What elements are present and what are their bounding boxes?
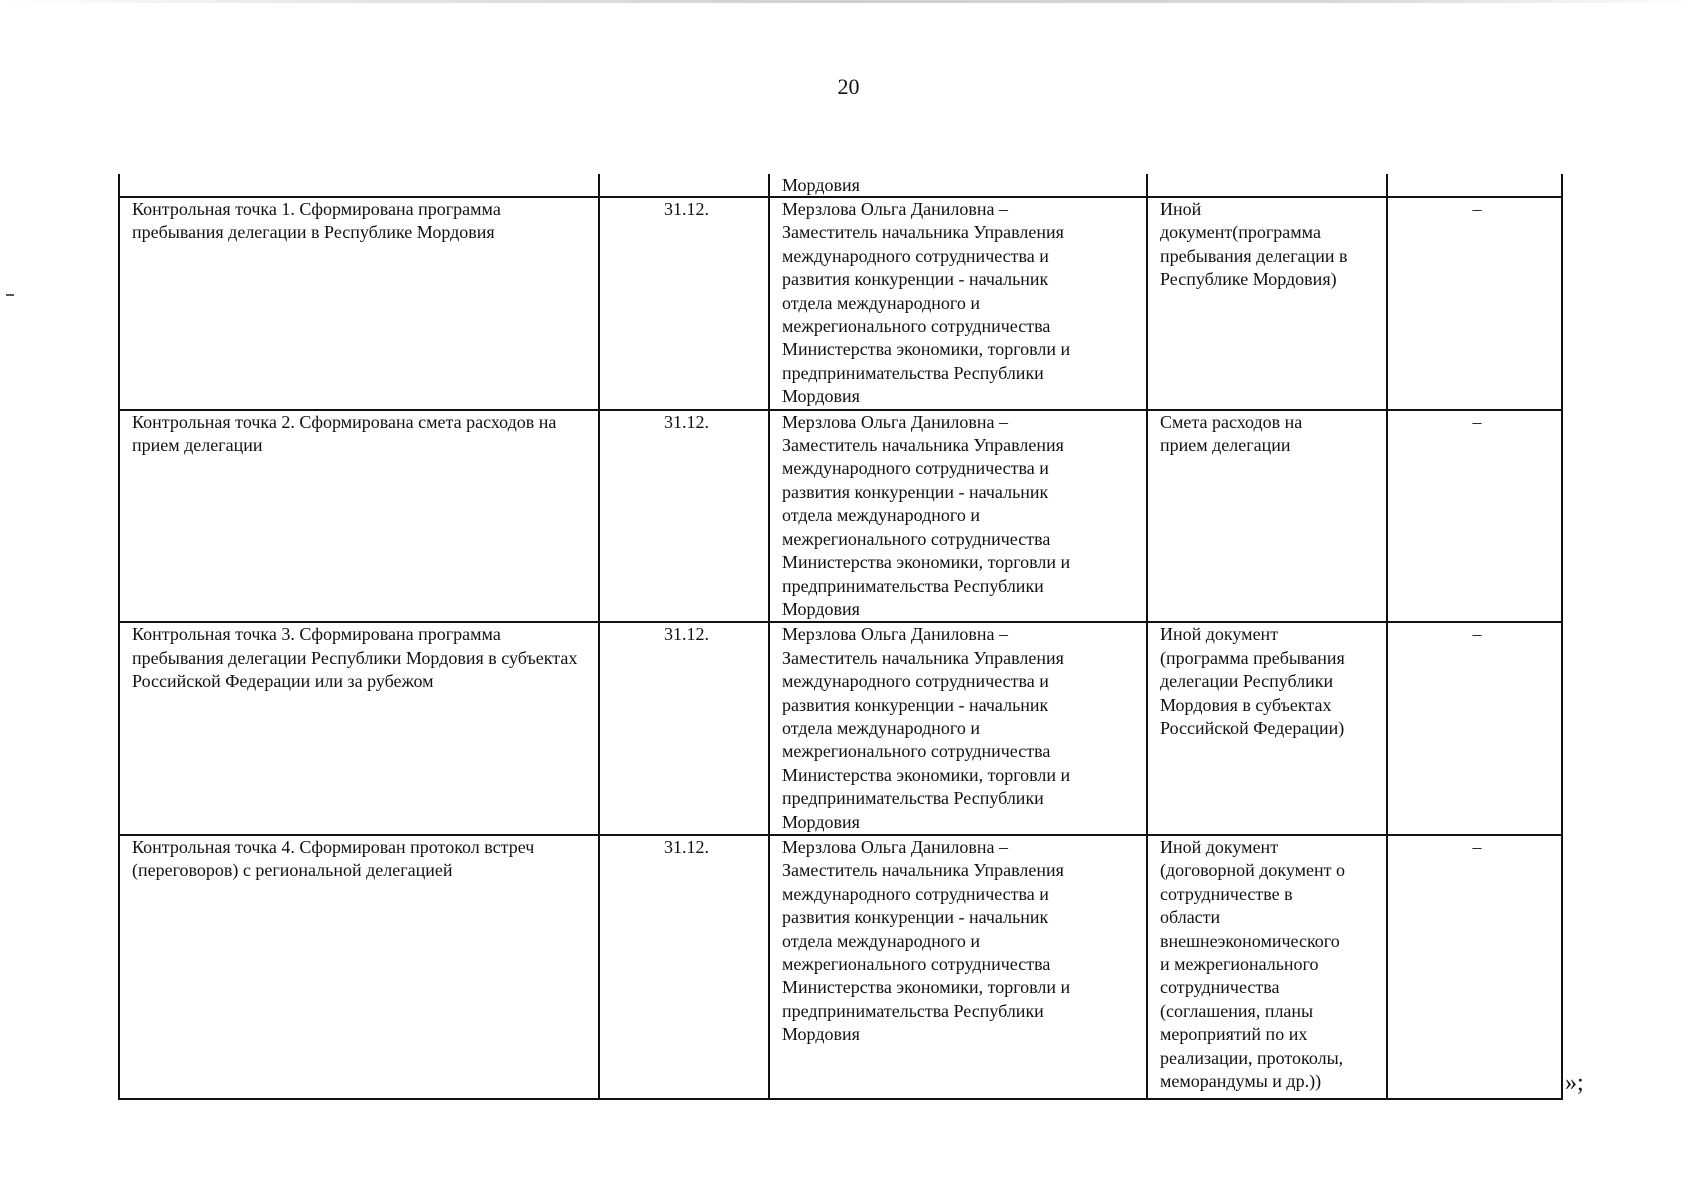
cell-responsible: Мордовия [769, 174, 1147, 197]
cell-name: Контрольная точка 3. Сформирована программа пребывания делегации Республики Мордовия в субъектах Российской Федерации или за рубежом [119, 622, 599, 835]
cell-mark [1387, 174, 1562, 197]
cell-mark: – [1387, 410, 1562, 623]
cell-name [119, 174, 599, 197]
cell-result: Иной документ(программа пребывания делегации в Республике Мордовия) [1147, 197, 1387, 410]
table-row [119, 410, 1562, 623]
table-row [119, 622, 1562, 835]
cell-responsible: Мерзлова Ольга Даниловна – Заместитель начальника Управления международного сотрудничества и развития конкуренции - начальник отдела международного и межрегионального сотрудничества Министерства экономики, торговли и предпринимательства Республики Мордовия [769, 622, 1147, 835]
cell-result: Смета расходов на прием делегации [1147, 410, 1387, 623]
table-row [119, 835, 1562, 1099]
cell-mark: – [1387, 835, 1562, 1099]
cell-responsible: Мерзлова Ольга Даниловна – Заместитель начальника Управления международного сотрудничества и развития конкуренции - начальник отдела международного и межрегионального сотрудничества Министерства экономики, торговли и предпринимательства Республики Мордовия [769, 835, 1147, 1099]
cell-result: Иной документ (программа пребывания делегации Республики Мордовия в субъектах Российской Федерации) [1147, 622, 1387, 835]
cell-result [1147, 174, 1387, 197]
table-continuation-row [119, 174, 1562, 197]
control-points-table [118, 174, 1563, 1100]
cell-responsible: Мерзлова Ольга Даниловна – Заместитель начальника Управления международного сотрудничества и развития конкуренции - начальник отдела международного и межрегионального сотрудничества Министерства экономики, торговли и предпринимательства Республики Мордовия [769, 410, 1147, 623]
cell-date [599, 174, 769, 197]
cell-mark: – [1387, 622, 1562, 835]
cell-mark: – [1387, 197, 1562, 410]
cell-name: Контрольная точка 2. Сформирована смета расходов на прием делегации [119, 410, 599, 623]
cell-date: 31.12. [599, 835, 769, 1099]
cell-date: 31.12. [599, 197, 769, 410]
closing-quote-mark: »; [1565, 1070, 1584, 1096]
scan-edge-artifact [0, 0, 1697, 3]
cell-result: Иной документ (договорной документ о сотрудничестве в области внешнеэкономического и межрегионального сотрудничества (соглашения, планы мероприятий по их реализации, протоколы, меморандумы и др.)) [1147, 835, 1387, 1099]
cell-responsible: Мерзлова Ольга Даниловна – Заместитель начальника Управления международного сотрудничества и развития конкуренции - начальник отдела международного и межрегионального сотрудничества Министерства экономики, торговли и предпринимательства Республики Мордовия [769, 197, 1147, 410]
cell-name: Контрольная точка 4. Сформирован протокол встреч (переговоров) с региональной делегацией [119, 835, 599, 1099]
table-row [119, 197, 1562, 410]
cell-name: Контрольная точка 1. Сформирована программа пребывания делегации в Республике Мордовия [119, 197, 599, 410]
cell-date: 31.12. [599, 622, 769, 835]
scan-speck [6, 294, 14, 296]
page-number: 20 [837, 74, 860, 99]
cell-date: 31.12. [599, 410, 769, 623]
